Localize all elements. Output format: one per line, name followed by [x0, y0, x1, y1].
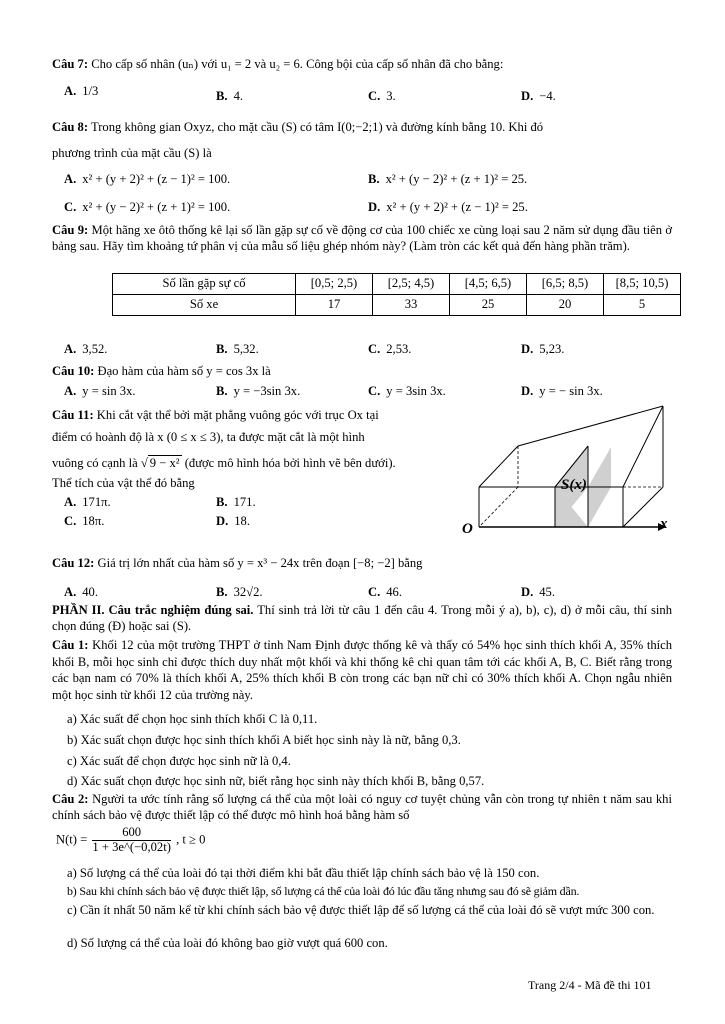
q8-option-a: A. x² + (y + 2)² + (z − 1)² = 100.	[64, 172, 231, 186]
q9-option-d: D. 5,23.	[521, 342, 565, 356]
q12-option-b: B. 32√2.	[216, 585, 263, 599]
table-row: Số lần gặp sự cố [0,5; 2,5) [2,5; 4,5) [4,5; 6,5) [6,5; 8,5) [8,5; 10,5)	[113, 274, 681, 295]
p2q2-item-a: a) Số lượng cá thể của loài đó tại thời điểm khi bắt đầu thiết lập chính sách bảo vệ là 150 con.	[67, 866, 540, 880]
q10-option-a: A. y = sin 3x.	[64, 384, 136, 398]
q11-label: Câu 11:	[52, 408, 94, 422]
p2q1-item-a: a) Xác suất để chọn học sinh thích khối C là 0,11.	[67, 712, 318, 726]
q12-option-c: C. 46.	[368, 585, 402, 599]
table-row: Số xe 17 33 25 20 5	[113, 295, 681, 316]
q11-line4: Thể tích của vật thể đó bằng	[52, 476, 195, 490]
section-label: S(x)	[561, 477, 587, 493]
q7-label: Câu 7:	[52, 57, 89, 71]
q8-option-d: D. x² + (y + 2)² + (z − 1)² = 25.	[368, 200, 528, 214]
p2q2-label: Câu 2:	[52, 792, 89, 806]
q11-line1: Câu 11: Khi cắt vật thể bởi mặt phẳng vuông góc với trục Ox tại	[52, 408, 379, 422]
q8-option-b: B. x² + (y − 2)² + (z + 1)² = 25.	[368, 172, 528, 186]
q11-option-a: A. 171π.	[64, 495, 111, 509]
p2q2-item-b: b) Sau khi chính sách bảo vệ được thiết lập, số lượng cá thể của loài đó lúc đầu tăng nhưng sau đó sẽ giảm dần.	[67, 884, 580, 898]
q12-option-a: A. 40.	[64, 585, 98, 599]
origin-label: O	[462, 521, 473, 537]
q8-label: Câu 8:	[52, 120, 89, 134]
p2q2-formula: N(t) = $\frac{600}{1 + 3e\^{}(-0,02t)}$ , t ≥ 0	[56, 825, 206, 854]
p2q1-item-b: b) Xác suất chọn được học sinh thích khối A biết học sinh này là nữ, bằng 0,3.	[67, 733, 461, 747]
q7-option-b: B. 4.	[216, 89, 244, 103]
p2q1-label: Câu 1:	[52, 638, 89, 652]
q11-option-c: C. 18π.	[64, 514, 105, 528]
q9-data-table	[112, 273, 681, 316]
q10-option-b: B. y = −3sin 3x.	[216, 384, 301, 398]
q9-option-c: C. 2,53.	[368, 342, 412, 356]
q11-line3: vuông có cạnh là √ 9 − x² (được mô hình hóa bởi hình vẽ bên dưới).	[52, 456, 396, 470]
q9-label: Câu 9:	[52, 223, 89, 237]
q8-stem-line2: phương trình của mặt cầu (S) là	[52, 146, 212, 160]
part2-header	[52, 603, 672, 634]
q11-option-d: D. 18.	[216, 514, 250, 528]
q10-label: Câu 10:	[52, 364, 95, 378]
q7-stem-line	[52, 57, 503, 73]
axis-label: x	[660, 516, 668, 532]
p2q1-item-d: d) Xác suất chọn được học sinh nữ, biết rằng học sinh này thích khối B, bằng 0,57.	[67, 774, 485, 788]
q10-option-d: D. y = − sin 3x.	[521, 384, 603, 398]
q7-stem: Cho cấp số nhân (uₙ) với u₁ = 2 và u₂ = 6. Công bội của cấp số nhân đã cho bằng:	[91, 57, 504, 71]
q7-option-d: D. −4.	[521, 89, 556, 103]
part2-intro: Thí sinh trả lời từ câu 1 đến câu 4. Trong mỗi ý a), b), c), d) ở mỗi câu, thí sinh chọn đúng (Đ) hoặc sai (S).	[52, 603, 673, 633]
q7-option-c: C. 3.	[368, 89, 396, 103]
q10-stem-line: Câu 10: Đạo hàm của hàm số y = cos 3x là	[52, 364, 271, 378]
page-footer: Trang 2/4 - Mã đề thi 101	[528, 978, 652, 992]
q11-sqrt-expr: 9 − x²	[149, 456, 180, 470]
q11-option-b: B. 171.	[216, 495, 256, 509]
q8-stem-line1: Câu 8: Trong không gian Oxyz, cho mặt cầu (S) có tâm I(0;−2;1) và đường kính bằng 10. Khi đó	[52, 120, 544, 134]
p2q1-stem: Câu 1: Khối 12 của một trường THPT ở tỉnh Nam Định được thống kê và thấy có 54% học sinh thích khối A, 35% thích khối B, mỗi học sinh chỉ được thích duy nhất một khối và khi thống kê chỉ quan tâm tới các khối A, B, C. Biết rằng trong các bạn nam có 70% là thích khối A, 25% thích khối B còn trong các bạn nữ chỉ có 30% thích khối A. Chọn ngẫu nhiên một học sinh từ khối 12 của trường này.	[52, 638, 672, 703]
q9-stem: Câu 9: Một hãng xe ôtô thống kê lại số lần gặp sự cố về động cơ của 100 chiếc xe cùng loại sau 2 năm sử dụng đầu tiên ở bảng sau. Hãy tìm khoảng tứ phân vị của mẫu số liệu ghép nhóm này? (Làm tròn các kết quả đến hàng phần trăm).	[52, 223, 672, 253]
q10-option-c: C. y = 3sin 3x.	[368, 384, 446, 398]
formula-numerator: 600	[92, 826, 171, 841]
p2q2-stem: Câu 2: Người ta ước tính rằng số lượng cá thể của một loài có nguy cơ tuyệt chủng vẫn còn trong tự nhiên t năm sau khi chính sách bảo vệ được thiết lập có thể được mô hình hoá bằng hàm số	[52, 792, 672, 822]
part2-title: PHẦN II. Câu trắc nghiệm đúng sai.	[52, 603, 254, 617]
formula-denominator: 1 + 3e^(−0,02t)	[92, 839, 171, 854]
q12-option-d: D. 45.	[521, 585, 555, 599]
q11-line2: điểm có hoành độ là x (0 ≤ x ≤ 3), ta được mặt cắt là một hình	[52, 430, 365, 444]
q9-option-a: A. 3,52.	[64, 342, 108, 356]
q12-stem-line: Câu 12: Giá trị lớn nhất của hàm số y = x³ − 24x trên đoạn [−8; −2] bằng	[52, 556, 423, 570]
q7-option-a: A. 1/3	[64, 84, 99, 98]
p2q2-item-d: d) Số lượng cá thể của loài đó không bao giờ vượt quá 600 con.	[67, 936, 388, 950]
q9-option-b: B. 5,32.	[216, 342, 259, 356]
q11-solid-figure	[458, 400, 680, 542]
p2q2-item-c: c) Cần ít nhất 50 năm kể từ khi chính sách bảo vệ được thiết lập để số lượng cá thể của loài đó sẽ vượt mức 300 con.	[67, 903, 655, 917]
q12-label: Câu 12:	[52, 556, 95, 570]
p2q1-item-c: c) Xác suất để chọn được học sinh nữ là 0,4.	[67, 754, 291, 768]
q8-option-c: C. x² + (y − 2)² + (z + 1)² = 100.	[64, 200, 231, 214]
